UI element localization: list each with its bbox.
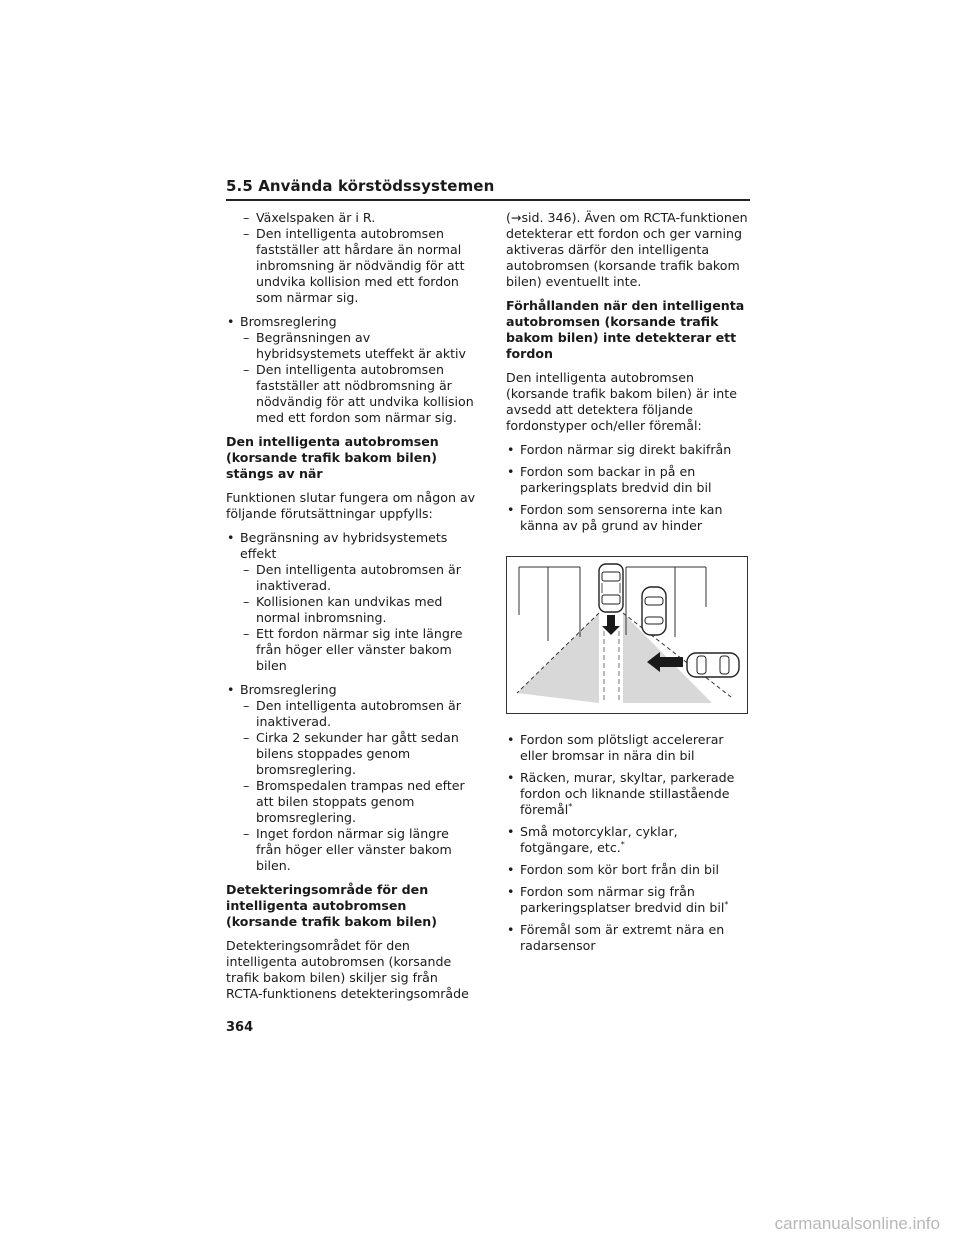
bullet-item: • Bromsreglering — [227, 682, 337, 697]
bullet-item: • Fordon som backar in på en parkeringsplats bredvid din bil — [507, 464, 712, 495]
bullet-item: • Bromsreglering — [227, 314, 337, 329]
section-title: 5.5 Använda körstödssystemen — [226, 177, 495, 195]
section-header — [226, 177, 750, 201]
area-text: Detekteringsområdet för den intelligenta autobromsen (korsande trafik bakom bilen) skiljer sig från RCTA-funktionens detekteringsområde — [226, 938, 469, 1001]
continuation-text: (→sid. 346). Även om RCTA-funktionen detekterar ett fordon och ger varning aktiveras därför den intelligenta autobromsen (korsande trafik bakom bilen) eventuellt inte. — [506, 210, 748, 289]
bullet-item: • Små motorcyklar, cyklar, fotgängare, etc.* — [507, 824, 678, 855]
sub-item: – Begränsningen av hybridsystemets uteffekt är aktiv — [243, 330, 467, 361]
conditions-intro: Den intelligenta autobromsen (korsande trafik bakom bilen) är inte avsedd att detektera följande fordonstyper och/eller föremål: — [506, 370, 737, 433]
area-heading: Detekteringsområde för den intelligenta autobromsen (korsande trafik bakom bilen) — [226, 882, 438, 929]
illustration-cross-traffic — [506, 556, 748, 714]
left-column — [226, 210, 476, 1010]
bullet-item: • Föremål som är extremt nära en radarsensor — [507, 922, 725, 953]
off-intro: Funktionen slutar fungera om någon av följande förutsättningar uppfylls: — [226, 490, 476, 521]
sub-item: – Bromspedalen trampas ned efter att bilen stoppats genom bromsreglering. — [243, 778, 465, 825]
sub-item: – Cirka 2 sekunder har gått sedan bilens stoppades genom bromsreglering. — [243, 730, 459, 777]
bullet-item: • Fordon närmar sig direkt bakifrån — [507, 442, 732, 457]
sub-item: – Den intelligenta autobromsen fastställer att nödbromsning är nödvändig för att undvika kollision med ett fordon som närmar sig. — [243, 362, 474, 425]
bullet-item: • Begränsning av hybridsystemets effekt — [227, 530, 448, 561]
conditions-heading: Förhållanden när den intelligenta autobromsen (korsande trafik bakom bilen) inte detekterar ett fordon — [506, 298, 745, 361]
own-car-icon — [599, 564, 623, 612]
sub-item: – Ett fordon närmar sig inte längre från höger eller vänster bakom bilen — [243, 626, 463, 673]
sub-item: – Den intelligenta autobromsen är inaktiverad. — [243, 562, 461, 593]
sub-item: – Den intelligenta autobromsen fastställer att hårdare än normal inbromsning är nödvändig för att undvika kollision med ett fordon som närmar sig. — [243, 226, 465, 305]
bullet-item: • Fordon som plötsligt accelererar eller bromsar in nära din bil — [507, 732, 724, 763]
sub-item: – Kollisionen kan undvikas med normal inbromsning. — [243, 594, 443, 625]
right-column — [506, 210, 750, 960]
approaching-car-icon — [687, 653, 739, 677]
brake-bullet-group — [226, 314, 476, 426]
page-number: 364 — [226, 1020, 254, 1035]
off-heading: Den intelligenta autobromsen (korsande trafik bakom bilen) stängs av när — [226, 434, 439, 481]
off-bullet-group-1 — [226, 530, 476, 674]
sub-item: – Inget fordon närmar sig längre från höger eller vänster bakom bilen. — [243, 826, 452, 873]
top-sub-list — [226, 210, 476, 306]
detection-area-left-icon — [517, 613, 599, 703]
footer-watermark[interactable]: carmanualsonline.info — [774, 1214, 940, 1233]
bullet-item: • Fordon som sensorerna inte kan känna av på grund av hinder — [507, 502, 723, 533]
parking-lot-illustration — [507, 557, 747, 713]
sub-item: – Den intelligenta autobromsen är inaktiverad. — [243, 698, 461, 729]
bullet-item: • Fordon som kör bort från din bil — [507, 862, 720, 877]
sub-item: – Växelspaken är i R. — [243, 210, 376, 225]
bullet-item: • Fordon som närmar sig från parkeringsplatser bredvid din bil* — [507, 884, 729, 915]
parked-car-icon — [642, 587, 666, 635]
bullet-item: • Räcken, murar, skyltar, parkerade fordon och liknande stillastående föremål* — [507, 770, 735, 817]
off-bullet-group-2 — [226, 682, 476, 874]
